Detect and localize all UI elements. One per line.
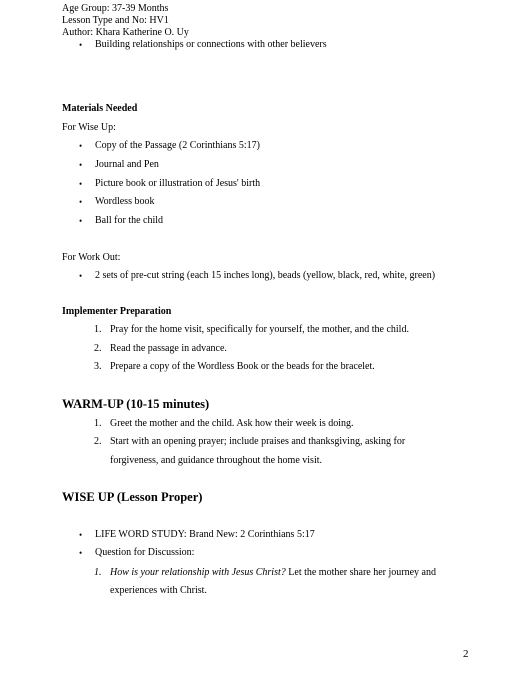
bullet-icon: • [79,160,83,170]
bullet-icon: • [79,216,83,226]
bullet-icon: • [79,197,83,207]
implementer-heading: Implementer Preparation [62,306,172,317]
step-number: 2. [94,343,102,354]
bullet-icon: • [79,530,83,540]
wiseup-bullet: LIFE WORD STUDY: Brand New: 2 Corinthians 5:17 [95,529,315,540]
bullet-icon: • [79,548,83,558]
step-text: Start with an opening prayer; include praises and thanksgiving, asking for [110,436,406,447]
lesson-type: Lesson Type and No: HV1 [62,15,169,26]
step-text: Pray for the home visit, specifically for yourself, the mother, and the child. [110,324,409,335]
step-number: 2. [94,436,102,447]
step-text: Read the passage in advance. [110,343,227,354]
step-number: 3. [94,361,102,372]
step-text: Prepare a copy of the Wordless Book or the beads for the bracelet. [110,361,375,372]
bullet-icon: • [79,179,83,189]
step-number: 1. [94,324,102,335]
material-item: Copy of the Passage (2 Corinthians 5:17) [95,140,260,151]
question-rest: Let the mother share her journey and [285,567,436,578]
wise-up-label: For Wise Up: [62,122,116,133]
page-number: 2 [463,648,469,660]
top-bullet-text: Building relationships or connections with other believers [95,39,327,50]
material-item: Ball for the child [95,215,164,226]
question-italic: How is your relationship with Jesus Christ? [110,567,286,578]
material-item: 2 sets of pre-cut string (each 15 inches long), beads (yellow, black, red, white, green) [95,270,436,281]
step-text: Greet the mother and the child. Ask how their week is doing. [110,418,354,429]
materials-heading: Materials Needed [62,103,138,114]
wiseup-bullet: Question for Discussion: [95,547,195,558]
author: Author: Khara Katherine O. Uy [62,27,189,38]
question-continued: experiences with Christ. [110,585,207,596]
material-item: Picture book or illustration of Jesus' birth [95,178,261,189]
material-item: Journal and Pen [95,159,159,170]
step-number: 1. [94,418,102,429]
work-out-label: For Work Out: [62,252,121,263]
step-text-continued: forgiveness, and guidance throughout the home visit. [110,455,322,466]
question-text [110,567,436,579]
bullet-icon: • [79,271,83,281]
bullet-icon: • [79,40,83,50]
wiseup-heading: WISE UP (Lesson Proper) [62,490,203,504]
material-item: Wordless book [95,196,155,207]
bullet-icon: • [79,141,83,151]
age-group: Age Group: 37-39 Months [62,3,169,14]
warmup-heading: WARM-UP (10-15 minutes) [62,397,210,411]
question-number: 1. [94,567,102,578]
